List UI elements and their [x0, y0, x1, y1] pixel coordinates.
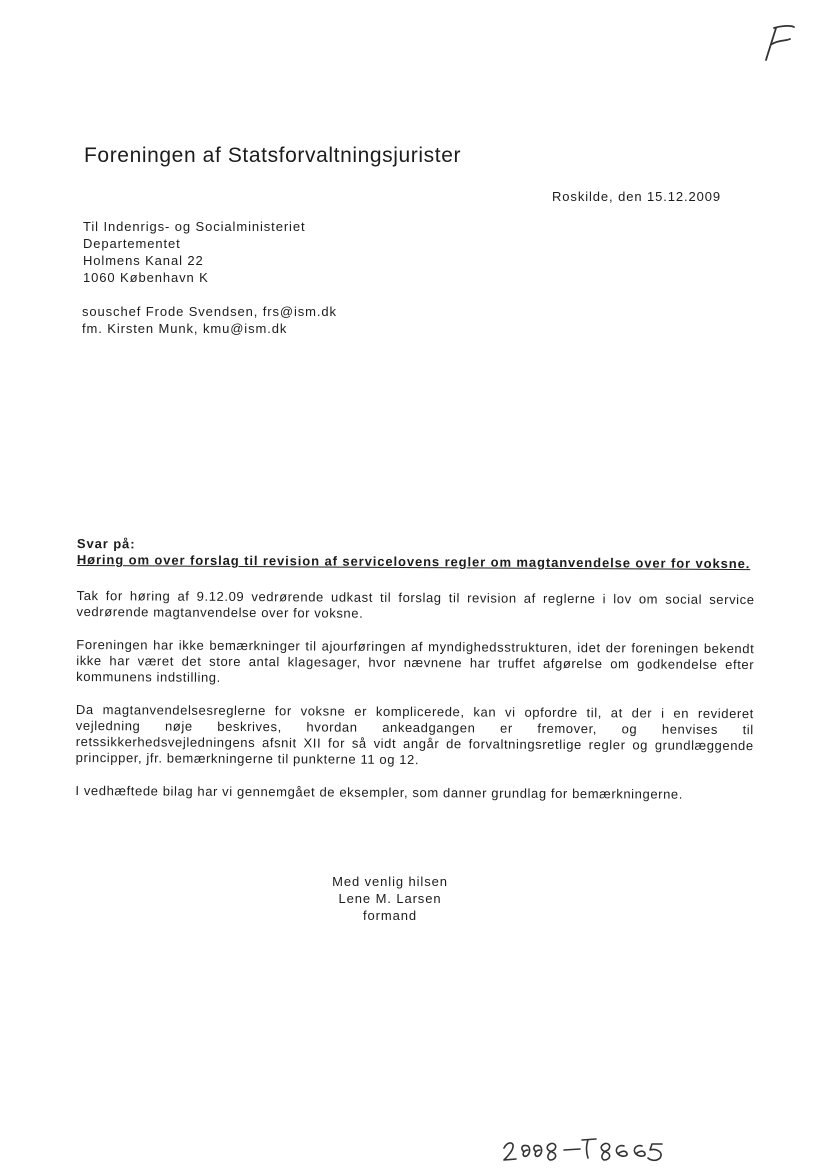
- handwritten-reference-number: [500, 1130, 680, 1166]
- address-line: Til Indenrigs- og Socialministeriet: [83, 219, 306, 234]
- subject-line: Høring om over forslag til revision af servicelovens regler om magtanvendelse over for voksne.: [76, 551, 751, 572]
- address-line: Departementet: [83, 236, 181, 251]
- signature-block: [300, 873, 480, 924]
- handwritten-corner-mark: [760, 22, 800, 64]
- reply-label: Svar på:: [76, 536, 136, 552]
- contact-line: souschef Frode Svendsen, frs@ism.dk: [82, 304, 337, 319]
- signatory-title: formand: [363, 908, 417, 923]
- body-paragraph: Foreningen har ikke bemærkninger til ajourføringen af myndighedsstrukturen, idet der foreningen bekendt ikke har været det store antal klagesager, hvor nævnene har truffet afgørelse om godkendelse efter kommunens indstilling.: [76, 636, 755, 685]
- closing-phrase: Med venlig hilsen: [332, 874, 448, 889]
- body-paragraph: Tak for høring af 9.12.09 vedrørende udkast til forslag til revision af reglerne i lov om social service vedrørende magtanvendelse over for voksne.: [76, 587, 755, 621]
- recipient-address: [83, 218, 305, 286]
- contact-persons: [82, 303, 337, 337]
- signatory-name: Lene M. Larsen: [338, 891, 442, 906]
- contact-line: fm. Kirsten Munk, kmu@ism.dk: [82, 321, 288, 336]
- address-line: 1060 København K: [83, 270, 209, 285]
- body-paragraph: Da magtanvendelsesreglerne for voksne er komplicerede, kan vi opfordre til, at der i en revideret vejledning nøje beskrives, hvordan ankeadgangen er fremover, og henvises til retssikkerhedsvejledningens afsnit XII for så vidt angår de forvaltningsretlige regler og grundlæggende principper, jfr. bemærkningerne til punkterne 11 og 12.: [75, 701, 754, 768]
- organization-title: Foreningen af Statsforvaltningsjurister: [84, 144, 462, 167]
- place-date: Roskilde, den 15.12.2009: [552, 189, 722, 204]
- address-line: Holmens Kanal 22: [83, 253, 204, 268]
- letter-body: [75, 535, 755, 820]
- body-paragraph: I vedhæftede bilag har vi gennemgået de eksempler, som danner grundlag for bemærkningerne.: [75, 782, 684, 802]
